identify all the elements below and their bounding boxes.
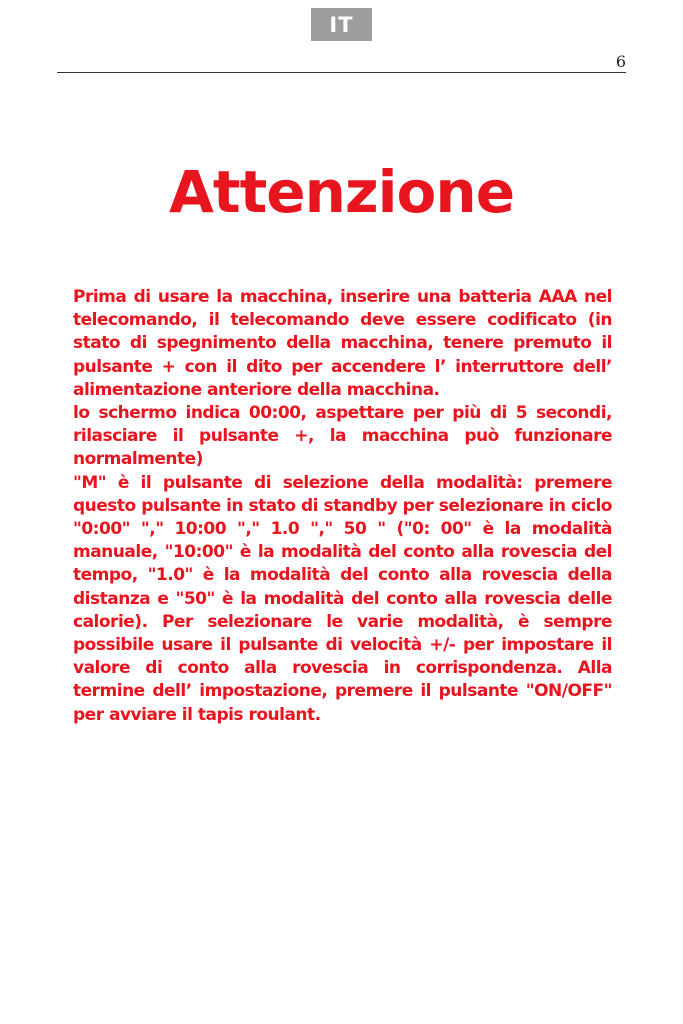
paragraph-mode-selection: "M" è il pulsante di selezione della modalità: premere questo pulsante in stato di standby per selezionare in ciclo "0:00" "," 10:00 "," 1.0 "," 50 " ("0: 00" è la modalità manuale, "10:00" è la modalità del conto alla rovescia del tempo, "1.0" è la modalità del conto alla rovescia della distanza e "50" è la modalità del conto alla rovescia delle calorie). Per selezionare le varie modalità, è sempre possibile usare il pulsante di velocità +/- per impostare il valore di conto alla rovescia in corrispondenza. Alla termine dell’ impostazione, premere il pulsante "ON/OFF" per avviare il tapis roulant.: [73, 472, 612, 725]
language-tab: [311, 8, 372, 41]
language-label: IT: [329, 12, 354, 37]
paragraph-battery-setup: Prima di usare la macchina, inserire una batteria AAA nel telecomando, il telecomando deve essere codificato (in stato di spegnimento della macchina, tenere premuto il pulsante + con il dito per accendere l’ interruttore dell’ alimentazione anteriore della macchina.: [73, 287, 612, 400]
header-divider: [57, 72, 626, 73]
warning-text-block: [73, 286, 612, 727]
page-number: 6: [615, 52, 626, 71]
page-title: Attenzione: [168, 158, 515, 226]
paragraph-screen-indication: lo schermo indica 00:00, aspettare per più di 5 secondi, rilasciare il pulsante +, la macchina può funzionare normalmente): [73, 403, 612, 470]
